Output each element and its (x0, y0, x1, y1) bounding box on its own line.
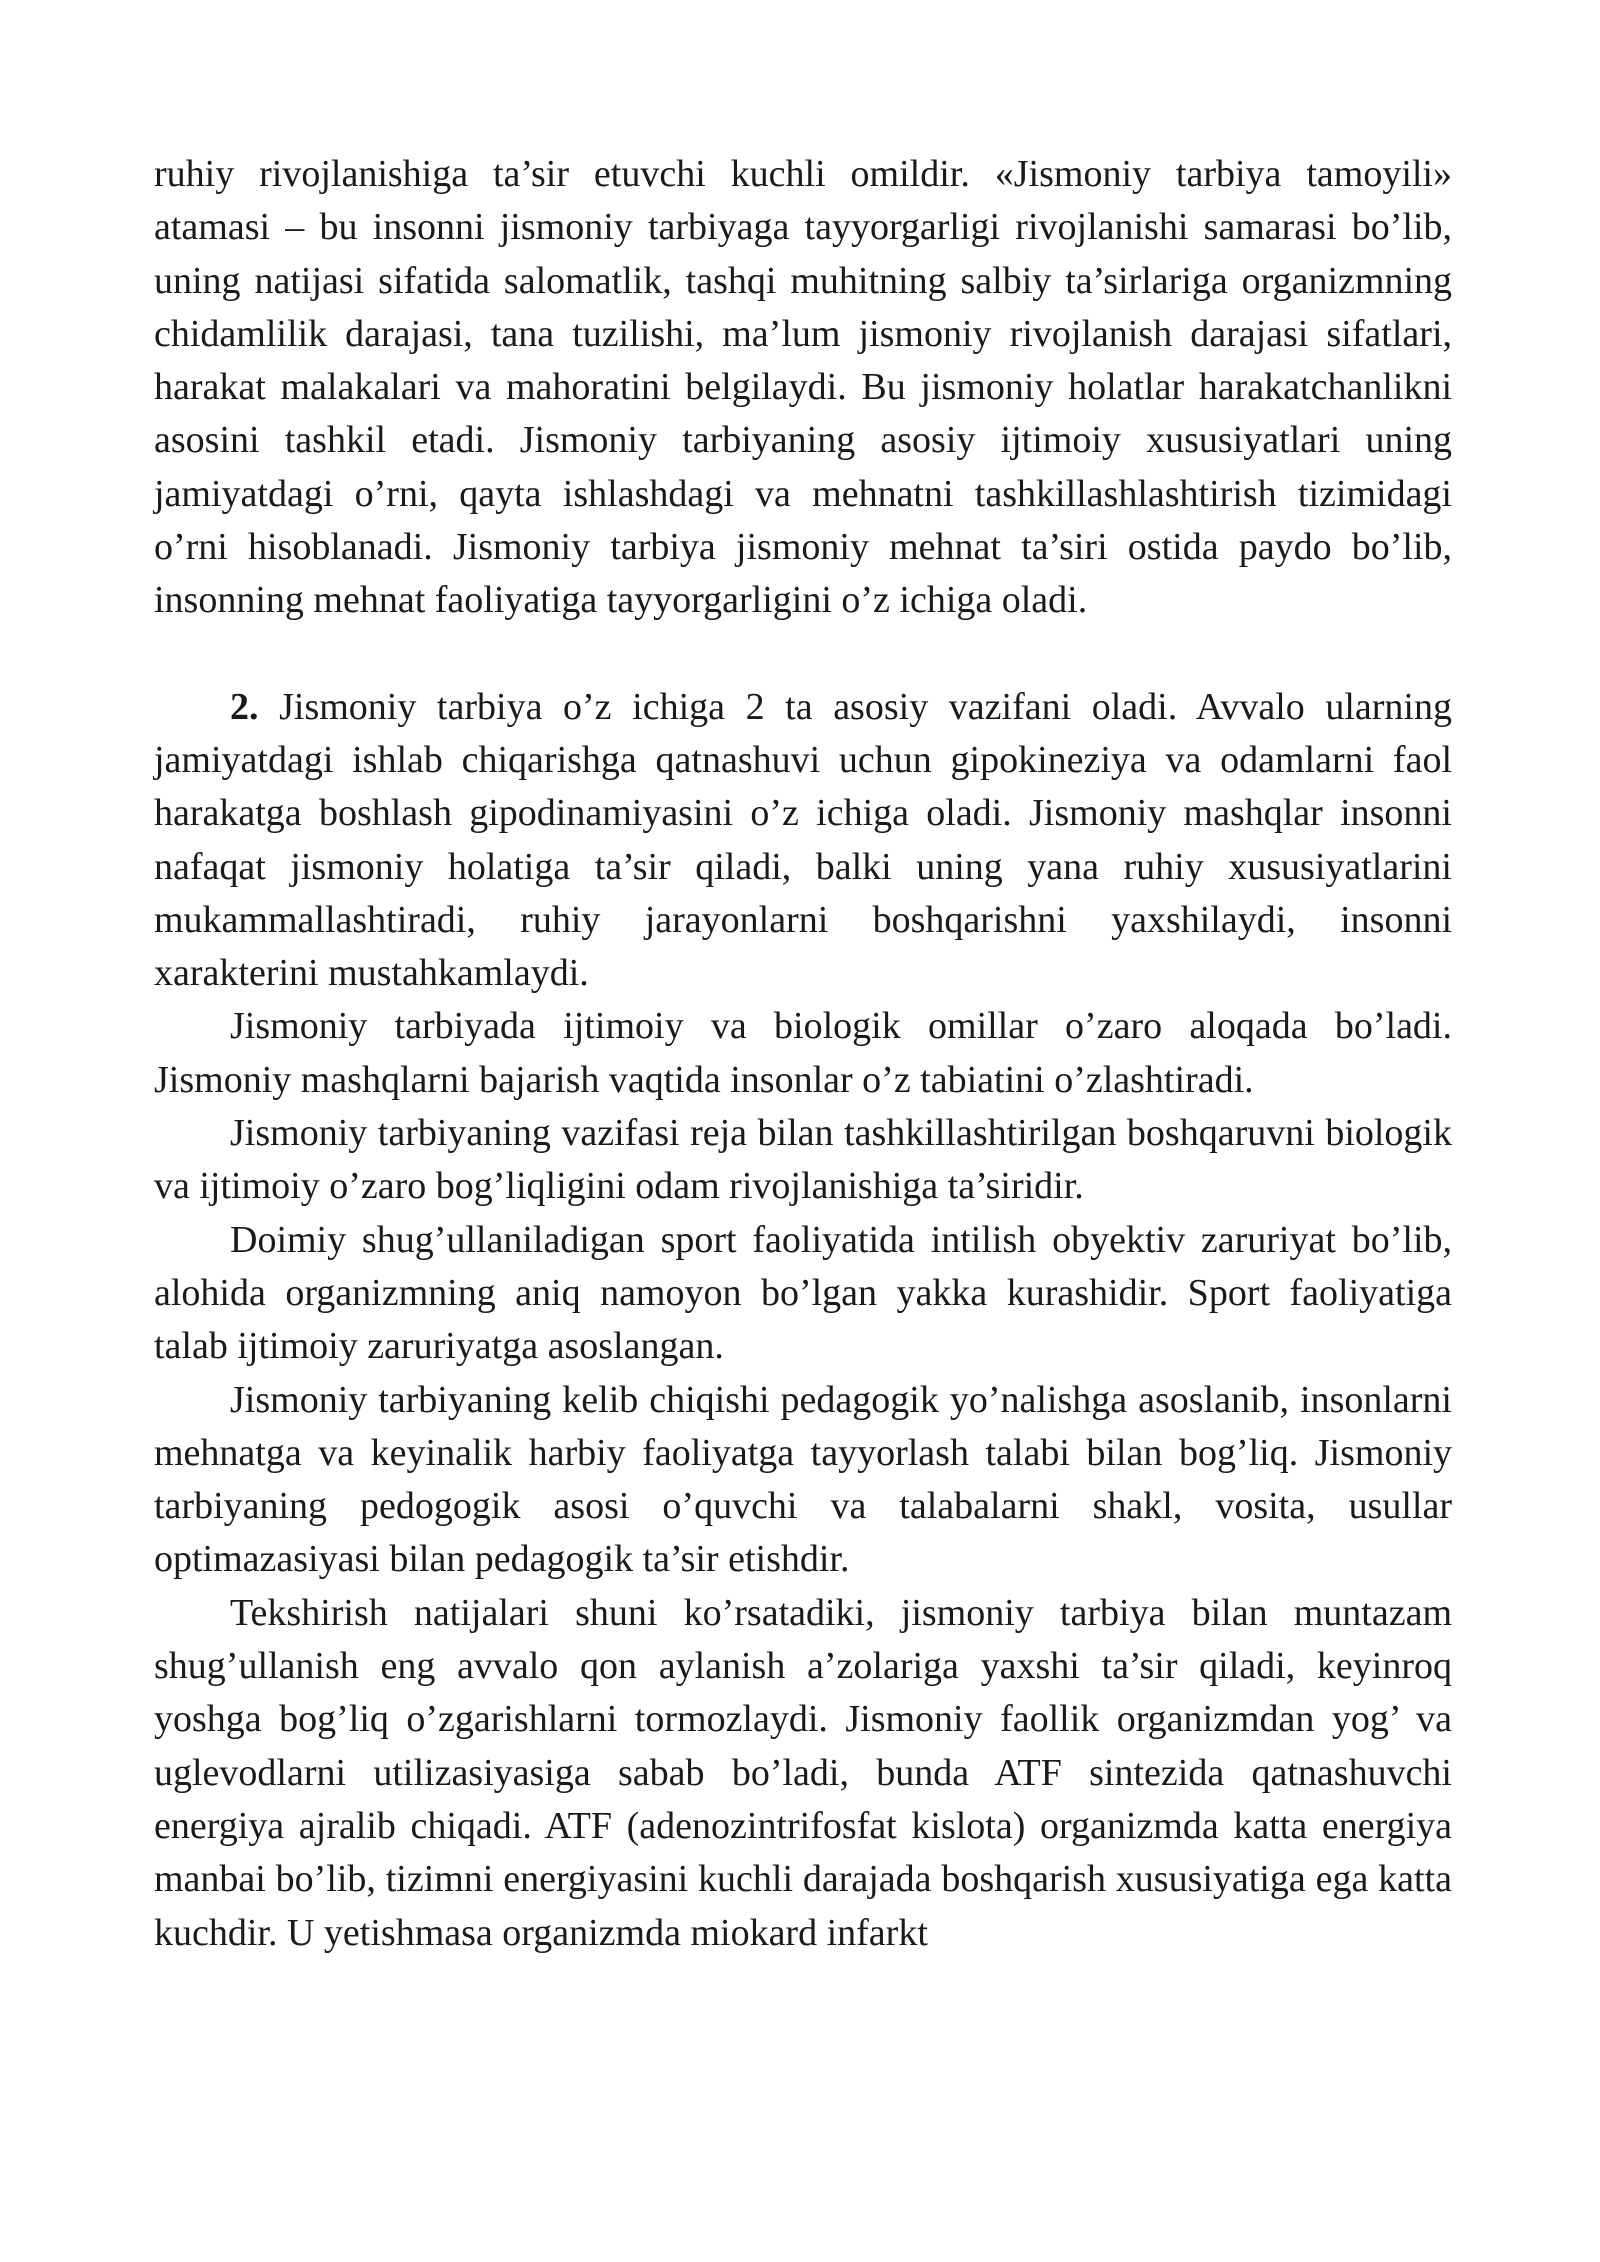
paragraph-5: Doimiy shug’ullaniladigan sport faoliyatida intilish obyektiv zaruriyat bo’lib, alohida organizmning aniq namoyon bo’lgan yakka kurashidir. Sport faoliyatiga talab ijtimoiy zaruriyatga asoslangan. (154, 1218, 1452, 1368)
section-number: 2. (230, 685, 259, 728)
paragraph-2-text: Jismoniy tarbiya o’z ichiga 2 ta asosiy vazifani oladi. Avvalo ularning jamiyatdagi ishlab chiqarishga qatnashuvi uchun gipokineziya va odamlarni faol harakatga boshlash gipodinamiyasini o’z ichiga oladi. Jismoniy mashqlar insonni nafaqat jismoniy holatiga ta’sir qiladi, balki uning yana ruhiy xususiyatlarini mukammallashtiradi, ruhiy jarayonlarni boshqarishni yaxshilaydi, insonni xarakterini mustahkamlaydi. (154, 685, 1452, 995)
paragraph-3: Jismoniy tarbiyada ijtimoiy va biologik omillar o’zaro aloqada bo’ladi. Jismoniy mashqlarni bajarish vaqtida insonlar o’z tabiatini o’zlashtiradi. (154, 1005, 1452, 1101)
paragraph-1: ruhiy rivojlanishiga ta’sir etuvchi kuchli omildir. «Jismoniy tarbiya tamoyili» atamasi – bu insonni jismoniy tarbiyaga tayyorgarligi rivojlanishi samarasi bo’lib, uning natijasi sifatida salomatlik, tashqi muhitning salbiy ta’sirlariga organizmning chidamlilik darajasi, tana tuzilishi, ma’lum jismoniy rivojlanish darajasi sifatlari, harakat malakalari va mahoratini belgilaydi. Bu jismoniy holatlar harakatchanlikni asosini tashkil etadi. Jismoniy tarbiyaning asosiy ijtimoiy xususiyatlari uning jamiyatdagi o’rni, qayta ishlashdagi va mehnatni tashkillashlashtirish tizimidagi o’rni hisoblanadi. Jismoniy tarbiya jismoniy mehnat ta’siri ostida paydo bo’lib, insonning mehnat faoliyatiga tayyorgarligini o’z ichiga oladi. (154, 153, 1452, 622)
paragraph-4: Jismoniy tarbiyaning vazifasi reja bilan tashkillashtirilgan boshqaruvni biologik va ijtimoiy o’zaro bog’liqligini odam rivojlanishiga ta’siridir. (154, 1112, 1452, 1208)
paragraph-2 (154, 681, 1452, 1001)
paragraph-7: Tekshirish natijalari shuni ko’rsatadiki, jismoniy tarbiya bilan muntazam shug’ullanish eng avvalo qon aylanish a’zolariga yaxshi ta’sir qiladi, keyinroq yoshga bog’liq o’zgarishlarni tormozlaydi. Jismoniy faollik organizmdan yog’ va uglevodlarni utilizasiyasiga sabab bo’ladi, bunda ATF sintezida qatnashuvchi energiya ajralib chiqadi. ATF (adenozintrifosfat kislota) organizmda katta energiya manbai bo’lib, tizimni energiyasini kuchli darajada boshqarish xususiyatiga ega katta kuchdir. U yetishmasa organizmda miokard infarkt (154, 1591, 1452, 1954)
paragraph-spacer (154, 628, 1452, 681)
paragraph-6: Jismoniy tarbiyaning kelib chiqishi pedagogik yo’nalishga asoslanib, insonlarni mehnatga va keyinalik harbiy faoliyatga tayyorlash talabi bilan bog’liq. Jismoniy tarbiyaning pedogogik asosi o’quvchi va talabalarni shakl, vosita, usullar optimazasiyasi bilan pedagogik ta’sir etishdir. (154, 1378, 1452, 1581)
document-body (154, 148, 1452, 1960)
